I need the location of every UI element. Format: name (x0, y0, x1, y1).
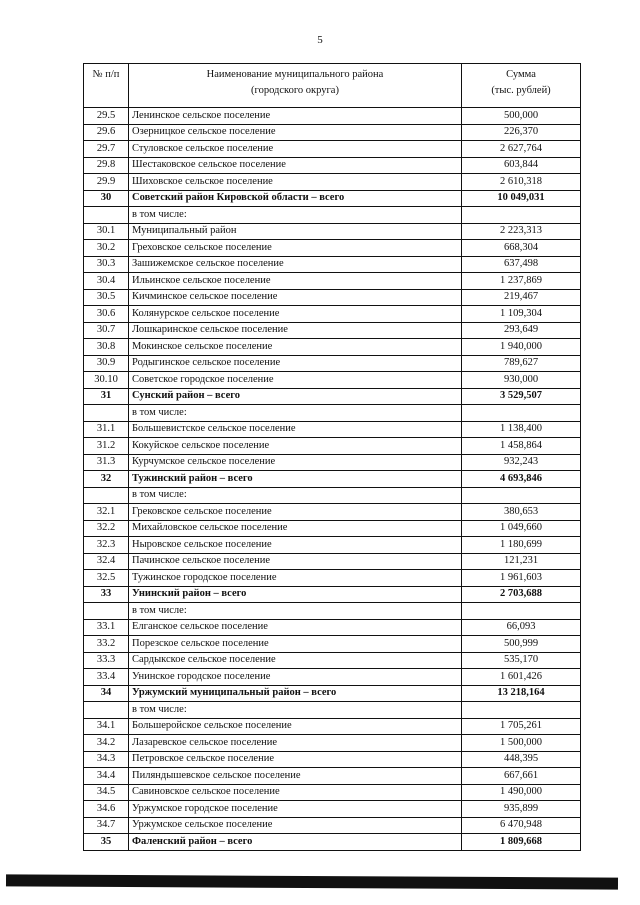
table-row (84, 702, 581, 719)
cell-sum (462, 603, 581, 620)
cell-num: 33.1 (84, 619, 129, 636)
cell-num (84, 207, 129, 224)
table-row (84, 421, 581, 438)
cell-sum: 637,498 (462, 256, 581, 273)
cell-sum: 1 138,400 (462, 421, 581, 438)
table-row (84, 289, 581, 306)
cell-num: 32.5 (84, 570, 129, 587)
cell-name: Курчумское сельское поселение (129, 454, 462, 471)
cell-num: 32.4 (84, 553, 129, 570)
header-sum-line1: Сумма (506, 69, 536, 80)
cell-sum: 935,899 (462, 801, 581, 818)
cell-num: 32 (84, 471, 129, 488)
table-row (84, 751, 581, 768)
table-row (84, 619, 581, 636)
cell-name: Большеройское сельское поселение (129, 718, 462, 735)
cell-sum: 667,661 (462, 768, 581, 785)
table-row-total (84, 834, 581, 851)
cell-sum: 1 109,304 (462, 306, 581, 323)
cell-name: Лошкаринское сельское поселение (129, 322, 462, 339)
cell-num: 34.2 (84, 735, 129, 752)
cell-name: Шестаковское сельское поселение (129, 157, 462, 174)
cell-name: Кокуйское сельское поселение (129, 438, 462, 455)
cell-num: 32.2 (84, 520, 129, 537)
cell-sum: 10 049,031 (462, 190, 581, 207)
header-name (129, 64, 462, 108)
table-row (84, 454, 581, 471)
cell-name: Грековское сельское поселение (129, 504, 462, 521)
cell-sum: 293,649 (462, 322, 581, 339)
cell-num: 34.4 (84, 768, 129, 785)
cell-name: Зашижемское сельское поселение (129, 256, 462, 273)
cell-sum: 2 610,318 (462, 174, 581, 191)
table-row (84, 322, 581, 339)
table-row (84, 339, 581, 356)
cell-sum: 2 627,764 (462, 141, 581, 158)
table-row-total (84, 388, 581, 405)
cell-num (84, 487, 129, 504)
cell-num: 30.1 (84, 223, 129, 240)
header-num-label: № п/п (92, 69, 120, 80)
cell-name: Уржумское городское поселение (129, 801, 462, 818)
scan-bottom-bar (6, 874, 618, 889)
cell-num: 34.7 (84, 817, 129, 834)
cell-sum: 219,467 (462, 289, 581, 306)
cell-num: 34.6 (84, 801, 129, 818)
table-row (84, 636, 581, 653)
table-row (84, 817, 581, 834)
cell-num: 33.3 (84, 652, 129, 669)
cell-num: 29.9 (84, 174, 129, 191)
cell-name: в том числе: (129, 405, 462, 422)
cell-sum: 1 490,000 (462, 784, 581, 801)
cell-num: 30.9 (84, 355, 129, 372)
cell-sum: 380,653 (462, 504, 581, 521)
cell-sum: 226,370 (462, 124, 581, 141)
cell-num: 30.6 (84, 306, 129, 323)
cell-num: 31.2 (84, 438, 129, 455)
cell-num (84, 702, 129, 719)
cell-num: 34.5 (84, 784, 129, 801)
cell-sum: 668,304 (462, 240, 581, 257)
cell-name: Тужинское городское поселение (129, 570, 462, 587)
cell-name: Шиховское сельское поселение (129, 174, 462, 191)
table-row (84, 355, 581, 372)
cell-name: Петровское сельское поселение (129, 751, 462, 768)
cell-name: Советский район Кировской области – всего (129, 190, 462, 207)
table-row (84, 768, 581, 785)
cell-name: Унинское городское поселение (129, 669, 462, 686)
cell-num: 31.3 (84, 454, 129, 471)
cell-num: 31.1 (84, 421, 129, 438)
table-row (84, 784, 581, 801)
table-row-total (84, 471, 581, 488)
cell-sum: 1 500,000 (462, 735, 581, 752)
cell-sum: 603,844 (462, 157, 581, 174)
cell-num: 29.8 (84, 157, 129, 174)
cell-sum (462, 207, 581, 224)
cell-name: Лазаревское сельское поселение (129, 735, 462, 752)
table-row (84, 124, 581, 141)
cell-num: 35 (84, 834, 129, 851)
cell-name: Пачинское сельское поселение (129, 553, 462, 570)
table-header-row (84, 64, 581, 108)
cell-sum: 930,000 (462, 372, 581, 389)
cell-num: 30 (84, 190, 129, 207)
cell-name: Уржумский муниципальный район – всего (129, 685, 462, 702)
table-row (84, 570, 581, 587)
cell-num: 34 (84, 685, 129, 702)
cell-num: 31 (84, 388, 129, 405)
cell-sum: 4 693,846 (462, 471, 581, 488)
table-row (84, 537, 581, 554)
cell-name: Елганское сельское поселение (129, 619, 462, 636)
cell-sum: 66,093 (462, 619, 581, 636)
cell-name: Озерницкое сельское поселение (129, 124, 462, 141)
header-sum (462, 64, 581, 108)
cell-num: 32.3 (84, 537, 129, 554)
cell-sum: 121,231 (462, 553, 581, 570)
table-row (84, 603, 581, 620)
cell-sum: 1 940,000 (462, 339, 581, 356)
table-row (84, 372, 581, 389)
table-row (84, 553, 581, 570)
cell-sum: 500,000 (462, 108, 581, 125)
cell-sum: 3 529,507 (462, 388, 581, 405)
cell-name: в том числе: (129, 207, 462, 224)
cell-name: Ленинское сельское поселение (129, 108, 462, 125)
table-row (84, 405, 581, 422)
cell-num: 33.2 (84, 636, 129, 653)
table-row (84, 240, 581, 257)
cell-name: Советское городское поселение (129, 372, 462, 389)
cell-name: Ильинское сельское поселение (129, 273, 462, 290)
cell-num: 34.3 (84, 751, 129, 768)
cell-num: 29.5 (84, 108, 129, 125)
table-row (84, 735, 581, 752)
cell-sum: 1 180,699 (462, 537, 581, 554)
cell-num: 29.7 (84, 141, 129, 158)
cell-sum: 1 809,668 (462, 834, 581, 851)
table-row (84, 438, 581, 455)
budget-table (83, 63, 581, 851)
cell-name: Уржумское сельское поселение (129, 817, 462, 834)
cell-num: 30.8 (84, 339, 129, 356)
cell-num (84, 405, 129, 422)
table-row (84, 223, 581, 240)
cell-name: Михайловское сельское поселение (129, 520, 462, 537)
table-row-total (84, 586, 581, 603)
cell-name: Сунский район – всего (129, 388, 462, 405)
cell-sum: 789,627 (462, 355, 581, 372)
cell-name: Пиляндышевское сельское поселение (129, 768, 462, 785)
cell-name: в том числе: (129, 702, 462, 719)
table-row (84, 157, 581, 174)
header-num (84, 64, 129, 108)
table-row (84, 108, 581, 125)
cell-num: 32.1 (84, 504, 129, 521)
table-row (84, 306, 581, 323)
cell-num: 33 (84, 586, 129, 603)
cell-name: Ныровское сельское поселение (129, 537, 462, 554)
cell-num: 30.3 (84, 256, 129, 273)
cell-sum: 1 049,660 (462, 520, 581, 537)
cell-name: Муниципальный район (129, 223, 462, 240)
cell-sum (462, 405, 581, 422)
cell-num: 33.4 (84, 669, 129, 686)
table-row (84, 256, 581, 273)
cell-name: Родыгинское сельское поселение (129, 355, 462, 372)
table-row (84, 801, 581, 818)
cell-sum: 2 223,313 (462, 223, 581, 240)
table-row-total (84, 685, 581, 702)
cell-name: Мокинское сельское поселение (129, 339, 462, 356)
cell-name: в том числе: (129, 487, 462, 504)
cell-sum: 535,170 (462, 652, 581, 669)
cell-sum: 1 705,261 (462, 718, 581, 735)
cell-name: Колянурское сельское поселение (129, 306, 462, 323)
table-row (84, 520, 581, 537)
header-name-line2: (городского округа) (251, 85, 339, 96)
cell-name: в том числе: (129, 603, 462, 620)
cell-sum: 13 218,164 (462, 685, 581, 702)
cell-sum: 932,243 (462, 454, 581, 471)
cell-sum: 6 470,948 (462, 817, 581, 834)
cell-name: Стуловское сельское поселение (129, 141, 462, 158)
cell-sum (462, 702, 581, 719)
cell-sum (462, 487, 581, 504)
table-row-total (84, 190, 581, 207)
cell-num: 30.4 (84, 273, 129, 290)
header-sum-line2: (тыс. рублей) (491, 85, 551, 96)
cell-num: 30.10 (84, 372, 129, 389)
cell-sum: 1 458,864 (462, 438, 581, 455)
cell-sum: 448,395 (462, 751, 581, 768)
cell-name: Греховское сельское поселение (129, 240, 462, 257)
table-row (84, 141, 581, 158)
cell-name: Сардыкское сельское поселение (129, 652, 462, 669)
table-row (84, 207, 581, 224)
cell-sum: 1 237,869 (462, 273, 581, 290)
cell-num (84, 603, 129, 620)
cell-sum: 1 601,426 (462, 669, 581, 686)
table-row (84, 652, 581, 669)
table-row (84, 718, 581, 735)
table-row (84, 273, 581, 290)
cell-name: Порезское сельское поселение (129, 636, 462, 653)
cell-num: 34.1 (84, 718, 129, 735)
cell-num: 30.5 (84, 289, 129, 306)
cell-name: Савиновское сельское поселение (129, 784, 462, 801)
cell-name: Большевистское сельское поселение (129, 421, 462, 438)
cell-name: Унинский район – всего (129, 586, 462, 603)
cell-num: 30.2 (84, 240, 129, 257)
cell-sum: 2 703,688 (462, 586, 581, 603)
table-body (84, 108, 581, 851)
table-row (84, 669, 581, 686)
table-row (84, 174, 581, 191)
cell-sum: 1 961,603 (462, 570, 581, 587)
cell-num: 30.7 (84, 322, 129, 339)
cell-num: 29.6 (84, 124, 129, 141)
header-name-line1: Наименование муниципального района (206, 69, 384, 80)
table-row (84, 487, 581, 504)
cell-name: Кичминское сельское поселение (129, 289, 462, 306)
page-number: 5 (317, 34, 323, 46)
cell-name: Фаленский район – всего (129, 834, 462, 851)
cell-name: Тужинский район – всего (129, 471, 462, 488)
table-row (84, 504, 581, 521)
cell-sum: 500,999 (462, 636, 581, 653)
